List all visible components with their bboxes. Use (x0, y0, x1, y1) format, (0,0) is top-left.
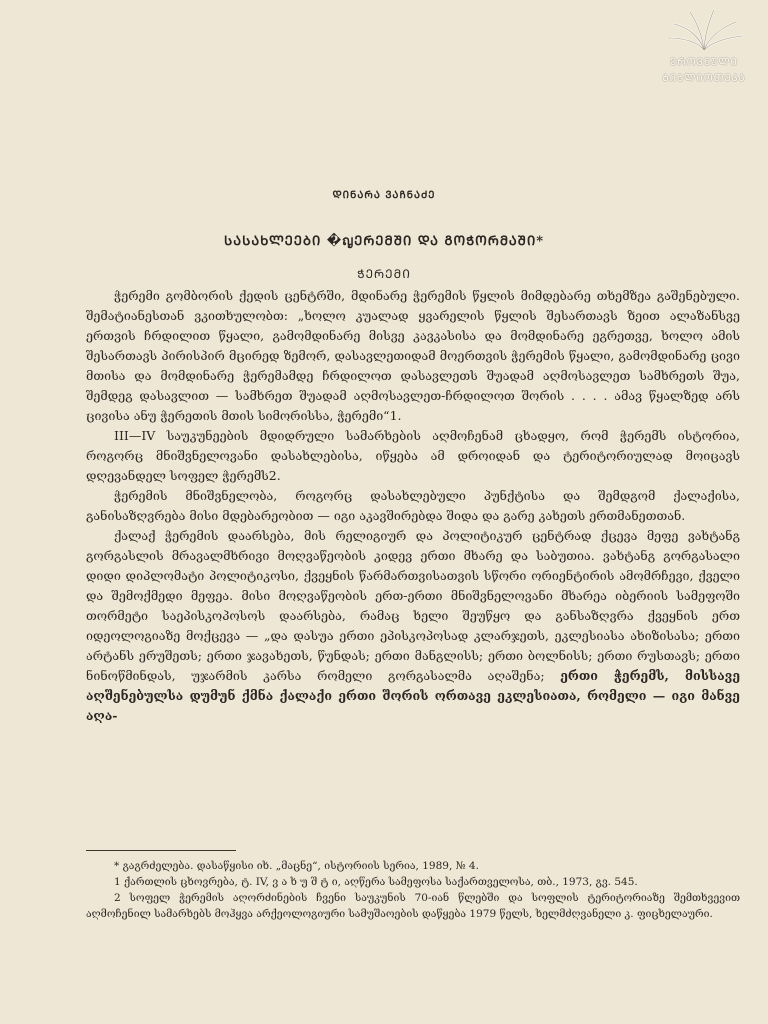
paragraph-4-bold-text: ერთი ჭერემს, მისსავე აღშენებულსა დუმუნ ქმნა ქალაქი ერთი შორის ორთავე ეკლესიათა, რომელი — იგი მანვე აღა- (86, 668, 741, 723)
footnote-2: 2 სოფელ ჭერემის აღორძინების ჩვენი საუკუნის 70-იან წლებში და სოფლის ტერიტორიაზე შემთხვევით აღმოჩენილ სამარხებს მოჰყვა არქეოლოგიური სამუშაოების დაწყება 1979 წელს, ხელმძღვანელი კ. ფიცხელაური. (86, 892, 740, 920)
watermark-line-2: ᲑᲘᲑᲚᲘᲝᲗᲔᲙᲐ (662, 73, 746, 84)
footnotes (86, 858, 740, 922)
library-watermark (650, 8, 758, 88)
footnote-divider (86, 850, 236, 851)
section-heading: ᲭᲔᲠᲔᲛᲘ (357, 267, 411, 281)
footnote-1: 1 ქართლის ცხოვრება, ტ. IV, ვ ა ხ უ შ ტ ი, აღწერა სამეფოსა საქართველოსა, თბ., 1973, გვ. 545. (114, 876, 638, 888)
watermark-line-1: ᲔᲠᲝᲕᲜᲣᲚᲘ (670, 57, 738, 68)
paragraph-2: III—IV საუკუნეების მდიდრული სამარხების აღმოჩენამ ცხადყო, რომ ჭერემს ისტორია, როგორც მნიშვნელოვანი დასახლებისა, იწყება ამ დროიდან და ტერიტორიულად მოიცავს დღევანდელ სოფელ ჭერემს2. (86, 428, 740, 483)
footnote-star: * გაგრძელება. დასაწყისი იხ. „მაცნე“, ისტორიის სერია, 1989, № 4. (114, 860, 479, 872)
author-name: ᲓᲘᲜᲐᲠᲐ ᲕᲐᲩᲜᲐᲫᲔ (332, 190, 436, 201)
paragraph-1: ჭერემი გომბორის ქედის ცენტრში, მდინარე ჭერემის წყლის მიმდებარე თხემზეა გაშენებული. შემატიანესთან ვკითხულობთ: „ხოლო კუალად ყვარელის წყლის შესართავს ზეით ალაზანსვე ერთვის ჩრდილით წყალი, გამომდინარე მისვე კავკასისა და მომდინარე ეგრეთვე, ხოლო ამის შესართავს პირისპირ მცირედ ზემორ, დასავლეთიდამ მოერთვის ჭერემის წყალი, გამომდინარე ცივი მთისა და მომდინარე ჭერემამდე ჩრდილოთ დასავლეთს შუადამ აღმოსავლეთ სამხრეთს შუა, შემდეგ დასავლით — სამხრეთ შუადამ აღმოსავლეთ-ჩრდილოთ შორის . . . . ამავ წყალზედ არს ცივისა ანუ ჭერეთის მთის სიმორისსა, ჭერემი“1. (86, 288, 740, 423)
article-title: ᲡᲐᲡᲐᲮᲚᲔᲔᲑᲘ �ญᲔᲠᲔᲛᲨᲘ ᲓᲐ ᲒᲝᲭᲝᲠᲛᲐᲨᲘ* (223, 234, 545, 249)
paragraph-4-text: ქალაქ ჭერემის დაარსება, მის რელიგიურ და პოლიტიკურ ცენტრად ქცევა მეფე ვახტანგ გორგასლის მრავალმხრივი მოღვაწეობის კიდევ ერთი მხარე და საბუთია. ვახტანგ გორგასალი დიდი დიპლომატი პოლიტიკოსი, ქვეყნის წარმართვისათვის სწორი ორიენტირის ამომრჩევი, ქველი და შემოქმედი მეფეა. მისი მოღვაწეობის ერთ-ერთი მნიშვნელოვანი მხარეა იბერიის სამეფოში თორმეტი საეპისკოპოსოს დაარსება, რამაც ხელი შეუწყო და განსაზღვრა ქვეყნის ერთ იდეოლოგიაზე მოქცევა — „და დასუა ერთი ეპისკოპოსად კლარჯეთს, ეკლესიასა ახიზისასა; ერთი არტანს ერუშეთს; ერთი ჯავახეთს, წუნდას; ერთი მანგლისს; ერთი ბოლნისს; ერთი რუსთავს; ერთი ნინოწმინდას, უჯარმის კარსა რომელი გორგასალმა აღაშენა; (86, 528, 740, 683)
wheat-sheaf-icon (664, 8, 744, 52)
article-body (86, 286, 740, 726)
paragraph-3: ჭერემის მნიშვნელობა, როგორც დასახლებული პუნქტისა და შემდგომ ქალაქისა, განისაზღვრება მისი მდებარეობით — იგი აკავშირებდა შიდა და გარე კახეთს ერთმანეთთან. (86, 488, 740, 523)
paragraph-4 (86, 526, 740, 726)
